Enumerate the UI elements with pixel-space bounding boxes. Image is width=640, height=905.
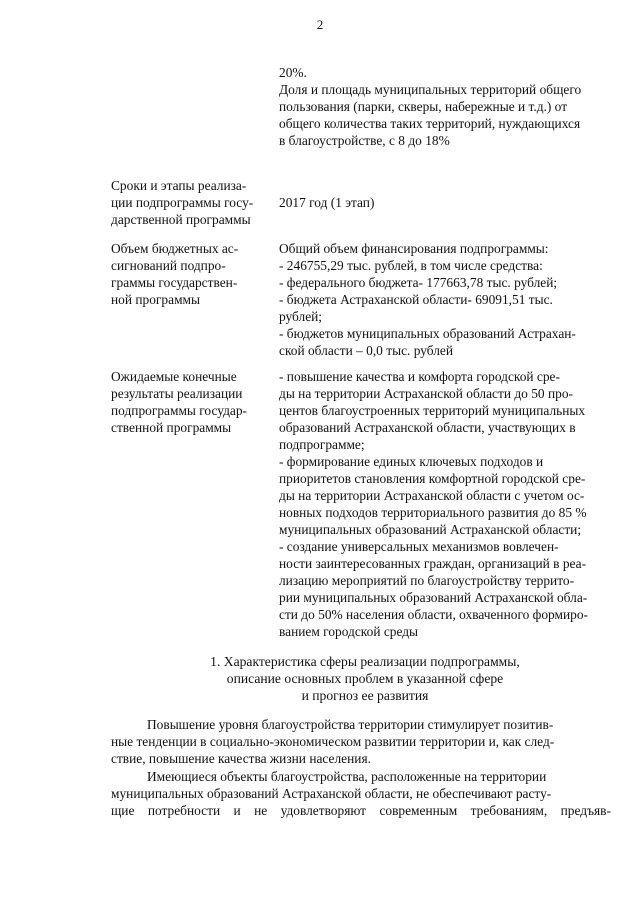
paragraph-line: ствие, повышение качества жизни населения. xyxy=(111,751,371,766)
paragraph-line: Имеющиеся объекты благоустройства, расположенные на территории xyxy=(147,769,547,784)
section-heading: и прогноз ее развития xyxy=(301,688,429,703)
paragraph-line: Повышение уровня благоустройства территории стимулирует позитив- xyxy=(147,717,554,732)
results-value-line: - повышение качества и комфорта городской сре- xyxy=(279,369,560,384)
results-label: подпрограммы государ- xyxy=(111,403,247,418)
paragraph-line: ные тенденции в социально-экономическом развитии территории и, как след- xyxy=(111,734,555,749)
terms-label: ции подпрограммы госу- xyxy=(111,195,254,210)
budget-label: Объем бюджетных ас- xyxy=(111,241,239,256)
terms-label: Сроки и этапы реализа- xyxy=(111,178,247,193)
budget-value-line: - 246755,29 тыс. рублей, в том числе средства: xyxy=(279,258,543,273)
continuation-line: Доля и площадь муниципальных территорий общего xyxy=(279,82,582,97)
results-value-line: муниципальных образований Астраханской области; xyxy=(279,522,582,537)
results-value-line: ности заинтересованных граждан, организаций в реа- xyxy=(279,556,587,571)
budget-value-line: - бюджетов муниципальных образований Астрахан- xyxy=(279,326,576,341)
section-heading: описание основных проблем в указанной сфере xyxy=(226,671,504,686)
word: и xyxy=(233,803,241,818)
results-value-line: ды на территории Астраханской области с учетом ос- xyxy=(279,488,585,503)
word: удовлетворяют xyxy=(280,803,367,818)
results-label: результаты реализации xyxy=(111,386,243,401)
paragraph-line: муниципальных образований Астраханской области, не обеспечивают расту- xyxy=(111,786,552,801)
page-number: 2 xyxy=(316,17,324,32)
terms-label: дарственной программы xyxy=(111,212,251,227)
word: требованиям, xyxy=(470,803,548,818)
budget-value-line: - бюджета Астраханской области- 69091,51 тыс. xyxy=(279,292,553,307)
word: щие xyxy=(111,803,135,818)
results-value-line: центов благоустроенных территорий муниципальных xyxy=(279,403,586,418)
word: современным xyxy=(379,803,458,818)
budget-value-line: ской области – 0,0 тыс. рублей xyxy=(279,343,454,358)
section-heading: 1. Характеристика сферы реализации подпрограммы, xyxy=(210,654,520,669)
continuation-line: пользования (парки, скверы, набережные и т.д.) от xyxy=(279,99,568,114)
results-value-line: рии муниципальных образований Астраханской обла- xyxy=(279,590,588,605)
results-value-line: сти до 50% населения области, охваченного формиро- xyxy=(279,607,589,622)
results-value-line: лизацию мероприятий по благоустройству террито- xyxy=(279,573,575,588)
word: не xyxy=(254,803,268,818)
results-value-line: приоритетов становления комфортной городской сре- xyxy=(279,471,586,486)
results-value-line: новных подходов территориального развития до 85 % xyxy=(279,505,587,520)
continuation-line: общего количества таких территорий, нуждающихся xyxy=(279,116,581,131)
results-label: ственной программы xyxy=(111,420,232,435)
continuation-line: 20%. xyxy=(279,65,307,80)
word: потребности xyxy=(147,803,221,818)
terms-value: 2017 год (1 этап) xyxy=(279,195,375,210)
budget-value-line: рублей; xyxy=(279,309,323,324)
budget-label: ной программы xyxy=(111,292,201,307)
budget-label: сигнований подпро- xyxy=(111,258,226,273)
results-value-line: ды на территории Астраханской области до 50 про- xyxy=(279,386,573,401)
budget-value-line: Общий объем финансирования подпрограммы: xyxy=(279,241,549,256)
paragraph-line-justified xyxy=(111,802,611,819)
word: предъяв- xyxy=(560,803,611,818)
results-value-line: подпрограмме; xyxy=(279,437,365,452)
results-label: Ожидаемые конечные xyxy=(111,369,237,384)
budget-value-line: - федерального бюджета- 177663,78 тыс. рублей; xyxy=(279,275,558,290)
budget-label: граммы государствен- xyxy=(111,275,238,290)
results-value-line: - создание универсальных механизмов вовлечен- xyxy=(279,539,559,554)
results-value-line: - формирование единых ключевых подходов и xyxy=(279,454,544,469)
results-value-line: образований Астраханской области, участвующих в xyxy=(279,420,576,435)
continuation-line: в благоустройстве, с 8 до 18% xyxy=(279,133,450,148)
results-value-line: ванием городской среды xyxy=(279,624,419,639)
